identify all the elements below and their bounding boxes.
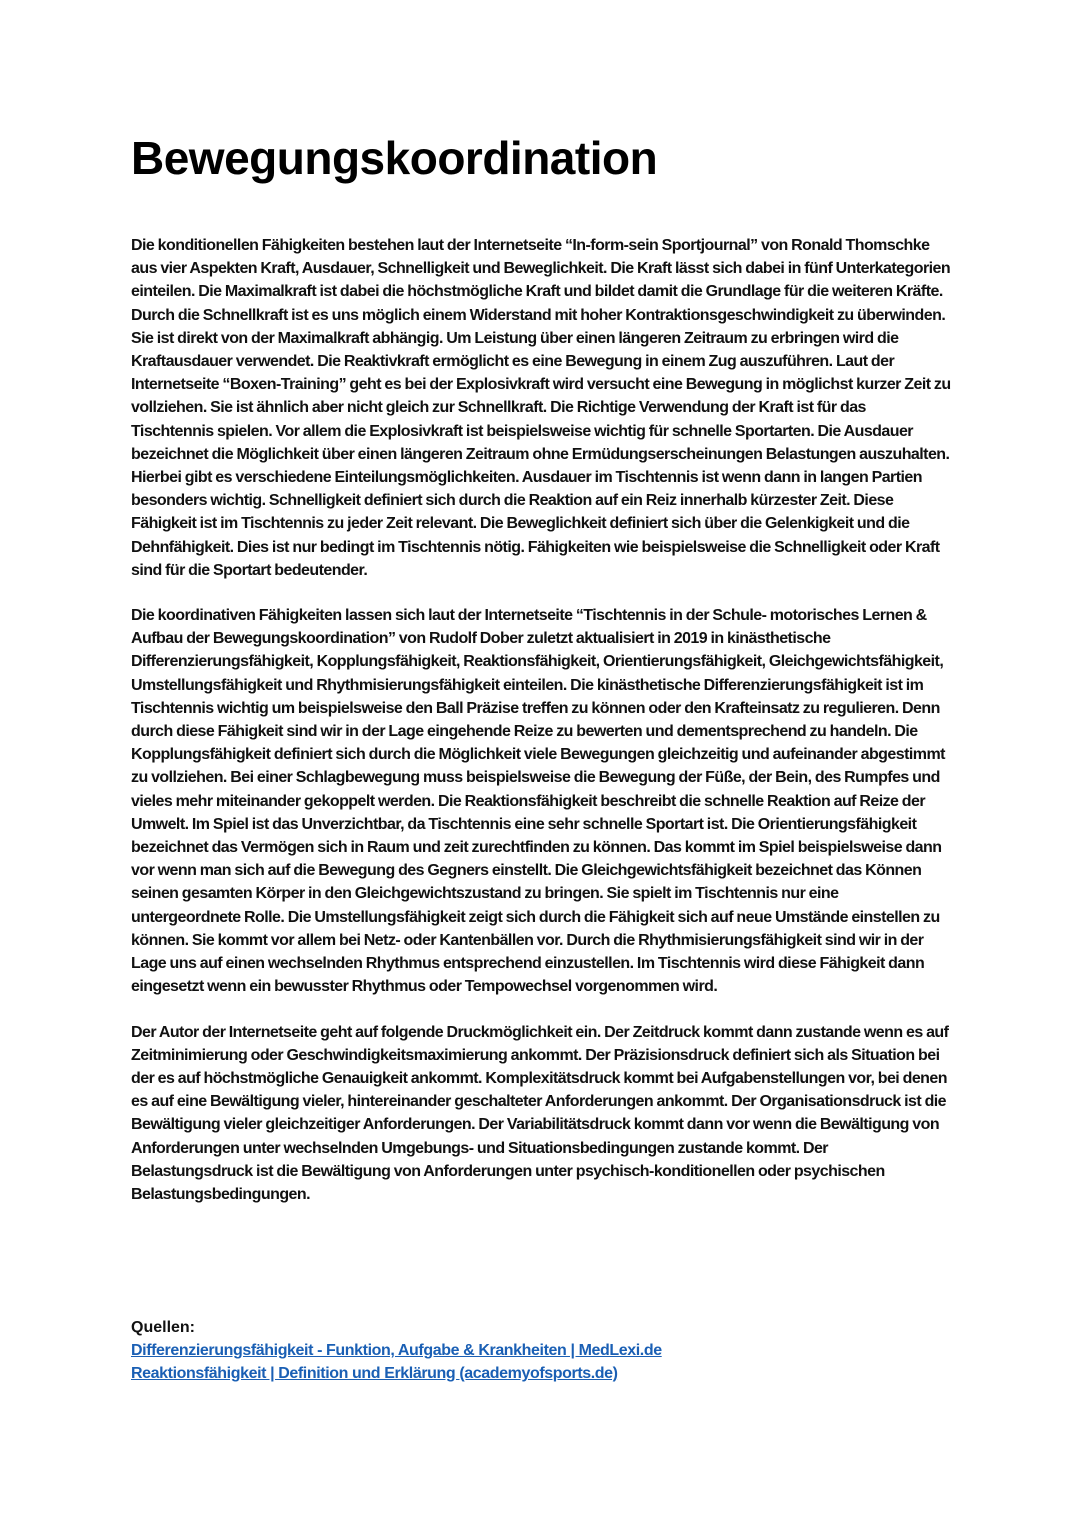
source-link-academyofsports[interactable]: Reaktionsfähigkeit | Definition und Erklärung (academyofsports.de): [131, 1365, 618, 1382]
paragraph-druckmoeglichkeiten: Der Autor der Internetseite geht auf folgende Druckmöglichkeit ein. Der Zeitdruck kommt dann zustande wenn es auf Zeitminimierung oder Geschwindigkeitsmaximierung ankommt. Der Präzisionsdruck definiert sich als Situation bei der es auf höchstmögliche Genauigkeit ankommt. Komplexitätsdruck kommt bei Aufgabenstellungen vor, bei denen es auf eine Bewältigung vieler, hintereinander geschalteter Anforderungen ankommt. Der Organisationsdruck ist die Bewältigung vieler gleichzeitiger Anforderungen. Der Variabilitätsdruck kommt dann vor wenn die Bewältigung von Anforderungen unter wechselnden Umgebungs- und Situationsbedingungen zustande kommt. Der Belastungsdruck ist die Bewältigung von Anforderungen unter psychisch-konditionellen oder psychischen Belastungsbedingungen.: [131, 1023, 949, 1203]
paragraph-koordinative-faehigkeiten: Die koordinativen Fähigkeiten lassen sich laut der Internetseite “Tischtennis in der Schule- motorisches Lernen & Aufbau der Bewegungskoordination” von Rudolf Dober zuletzt aktualisiert in 2019 in kinästhetische Differenzierungsfähigkeit, Kopplungsfähigkeit, Reaktionsfähigkeit, Orientierungsfähigkeit, Gleichgewichtsfähigkeit, Umstellungsfähigkeit und Rhythmisierungsfähigkeit einteilen. Die kinästhetische Differenzierungsfähigkeit ist im Tischtennis wichtig um beispielsweise den Ball Präzise treffen zu können oder den Krafteinsatz zu regulieren. Denn durch diese Fähigkeit sind wir in der Lage eingehende Reize zu bewerten und dementsprechend zu handeln. Die Kopplungsfähigkeit definiert sich durch die Möglichkeit viele Bewegungen gleichzeitig und aufeinander abgestimmt zu vollziehen. Bei einer Schlagbewegung muss beispielsweise die Bewegung der Füße, der Bein, des Rumpfes und vieles mehr miteinander gekoppelt werden. Die Reaktionsfähigkeit beschreibt die schnelle Reaktion auf Reize der Umwelt. Im Spiel ist das Unverzichtbar, da Tischtennis eine sehr schnelle Sportart ist. Die Orientierungsfähigkeit bezeichnet das Vermögen sich in Raum und zeit zurechtfinden zu können. Das kommt im Spiel beispielsweise dann vor wenn man sich auf die Bewegung des Gegners einstellt. Die Gleichgewichtsfähigkeit bezeichnet das Können seinen gesamten Körper in den Gleichgewichtszustand zu bringen. Sie spielt im Tischtennis nur eine untergeordnete Rolle. Die Umstellungsfähigkeit zeigt sich durch die Fähigkeit sich auf neue Umstände einstellen zu können. Sie kommt vor allem bei Netz- oder Kantenbällen vor. Durch die Rhythmisierungsfähigkeit sind wir in der Lage uns auf einen wechselnden Rhythmus entsprechend einzustellen. Im Tischtennis wird diese Fähigkeit dann eingesetzt wenn ein bewusster Rhythmus oder Tempowechsel vorgenommen wird.: [131, 607, 945, 996]
document-title: Bewegungskoordination: [131, 132, 658, 184]
source-link-medlexi[interactable]: Differenzierungsfähigkeit - Funktion, Aufgabe & Krankheiten | MedLexi.de: [131, 1342, 662, 1359]
sources-label: Quellen:: [131, 1319, 196, 1336]
document-page: [131, 128, 951, 1228]
sources-section: [131, 1316, 951, 1385]
document-body: [131, 234, 951, 1206]
paragraph-konditionelle-faehigkeiten: Die konditionellen Fähigkeiten bestehen laut der Internetseite “In-form-sein Sportjournal” von Ronald Thomschke aus vier Aspekten Kraft, Ausdauer, Schnelligkeit und Beweglichkeit. Die Kraft lässt sich dabei in fünf Unterkategorien einteilen. Die Maximalkraft ist dabei die höchstmögliche Kraft und bildet damit die Grundlage für die weiteren Kräfte. Durch die Schnellkraft ist es uns möglich einem Widerstand mit hoher Kontraktionsgeschwindigkeit zu überwinden. Sie ist direkt von der Maximalkraft abhängig. Um Leistung über einen längeren Zeitraum zu erbringen wird die Kraftausdauer verwendet. Die Reaktivkraft ermöglicht es eine Bewegung in einem Zug auszuführen. Laut der Internetseite “Boxen-Training” geht es bei der Explosivkraft wird versucht eine Bewegung in möglichst kurzer Zeit zu vollziehen. Sie ist ähnlich aber nicht gleich zur Schnellkraft. Die Richtige Verwendung der Kraft ist für das Tischtennis spielen. Vor allem die Explosivkraft ist beispielsweise wichtig für schnelle Sportarten. Die Ausdauer bezeichnet die Möglichkeit über einen längeren Zeitraum ohne Ermüdungserscheinungen Belastungen auszuhalten. Hierbei gibt es verschiedene Einteilungsmöglichkeiten. Ausdauer im Tischtennis ist wenn dann in langen Partien besonders wichtig. Schnelligkeit definiert sich durch die Reaktion auf ein Reiz innerhalb kürzester Zeit. Diese Fähigkeit ist im Tischtennis zu jeder Zeit relevant. Die Beweglichkeit definiert sich über die Gelenkigkeit und die Dehnfähigkeit. Dies ist nur bedingt im Tischtennis nötig. Fähigkeiten wie beispielsweise die Schnelligkeit oder Kraft sind für die Sportart bedeutender.: [131, 237, 951, 579]
